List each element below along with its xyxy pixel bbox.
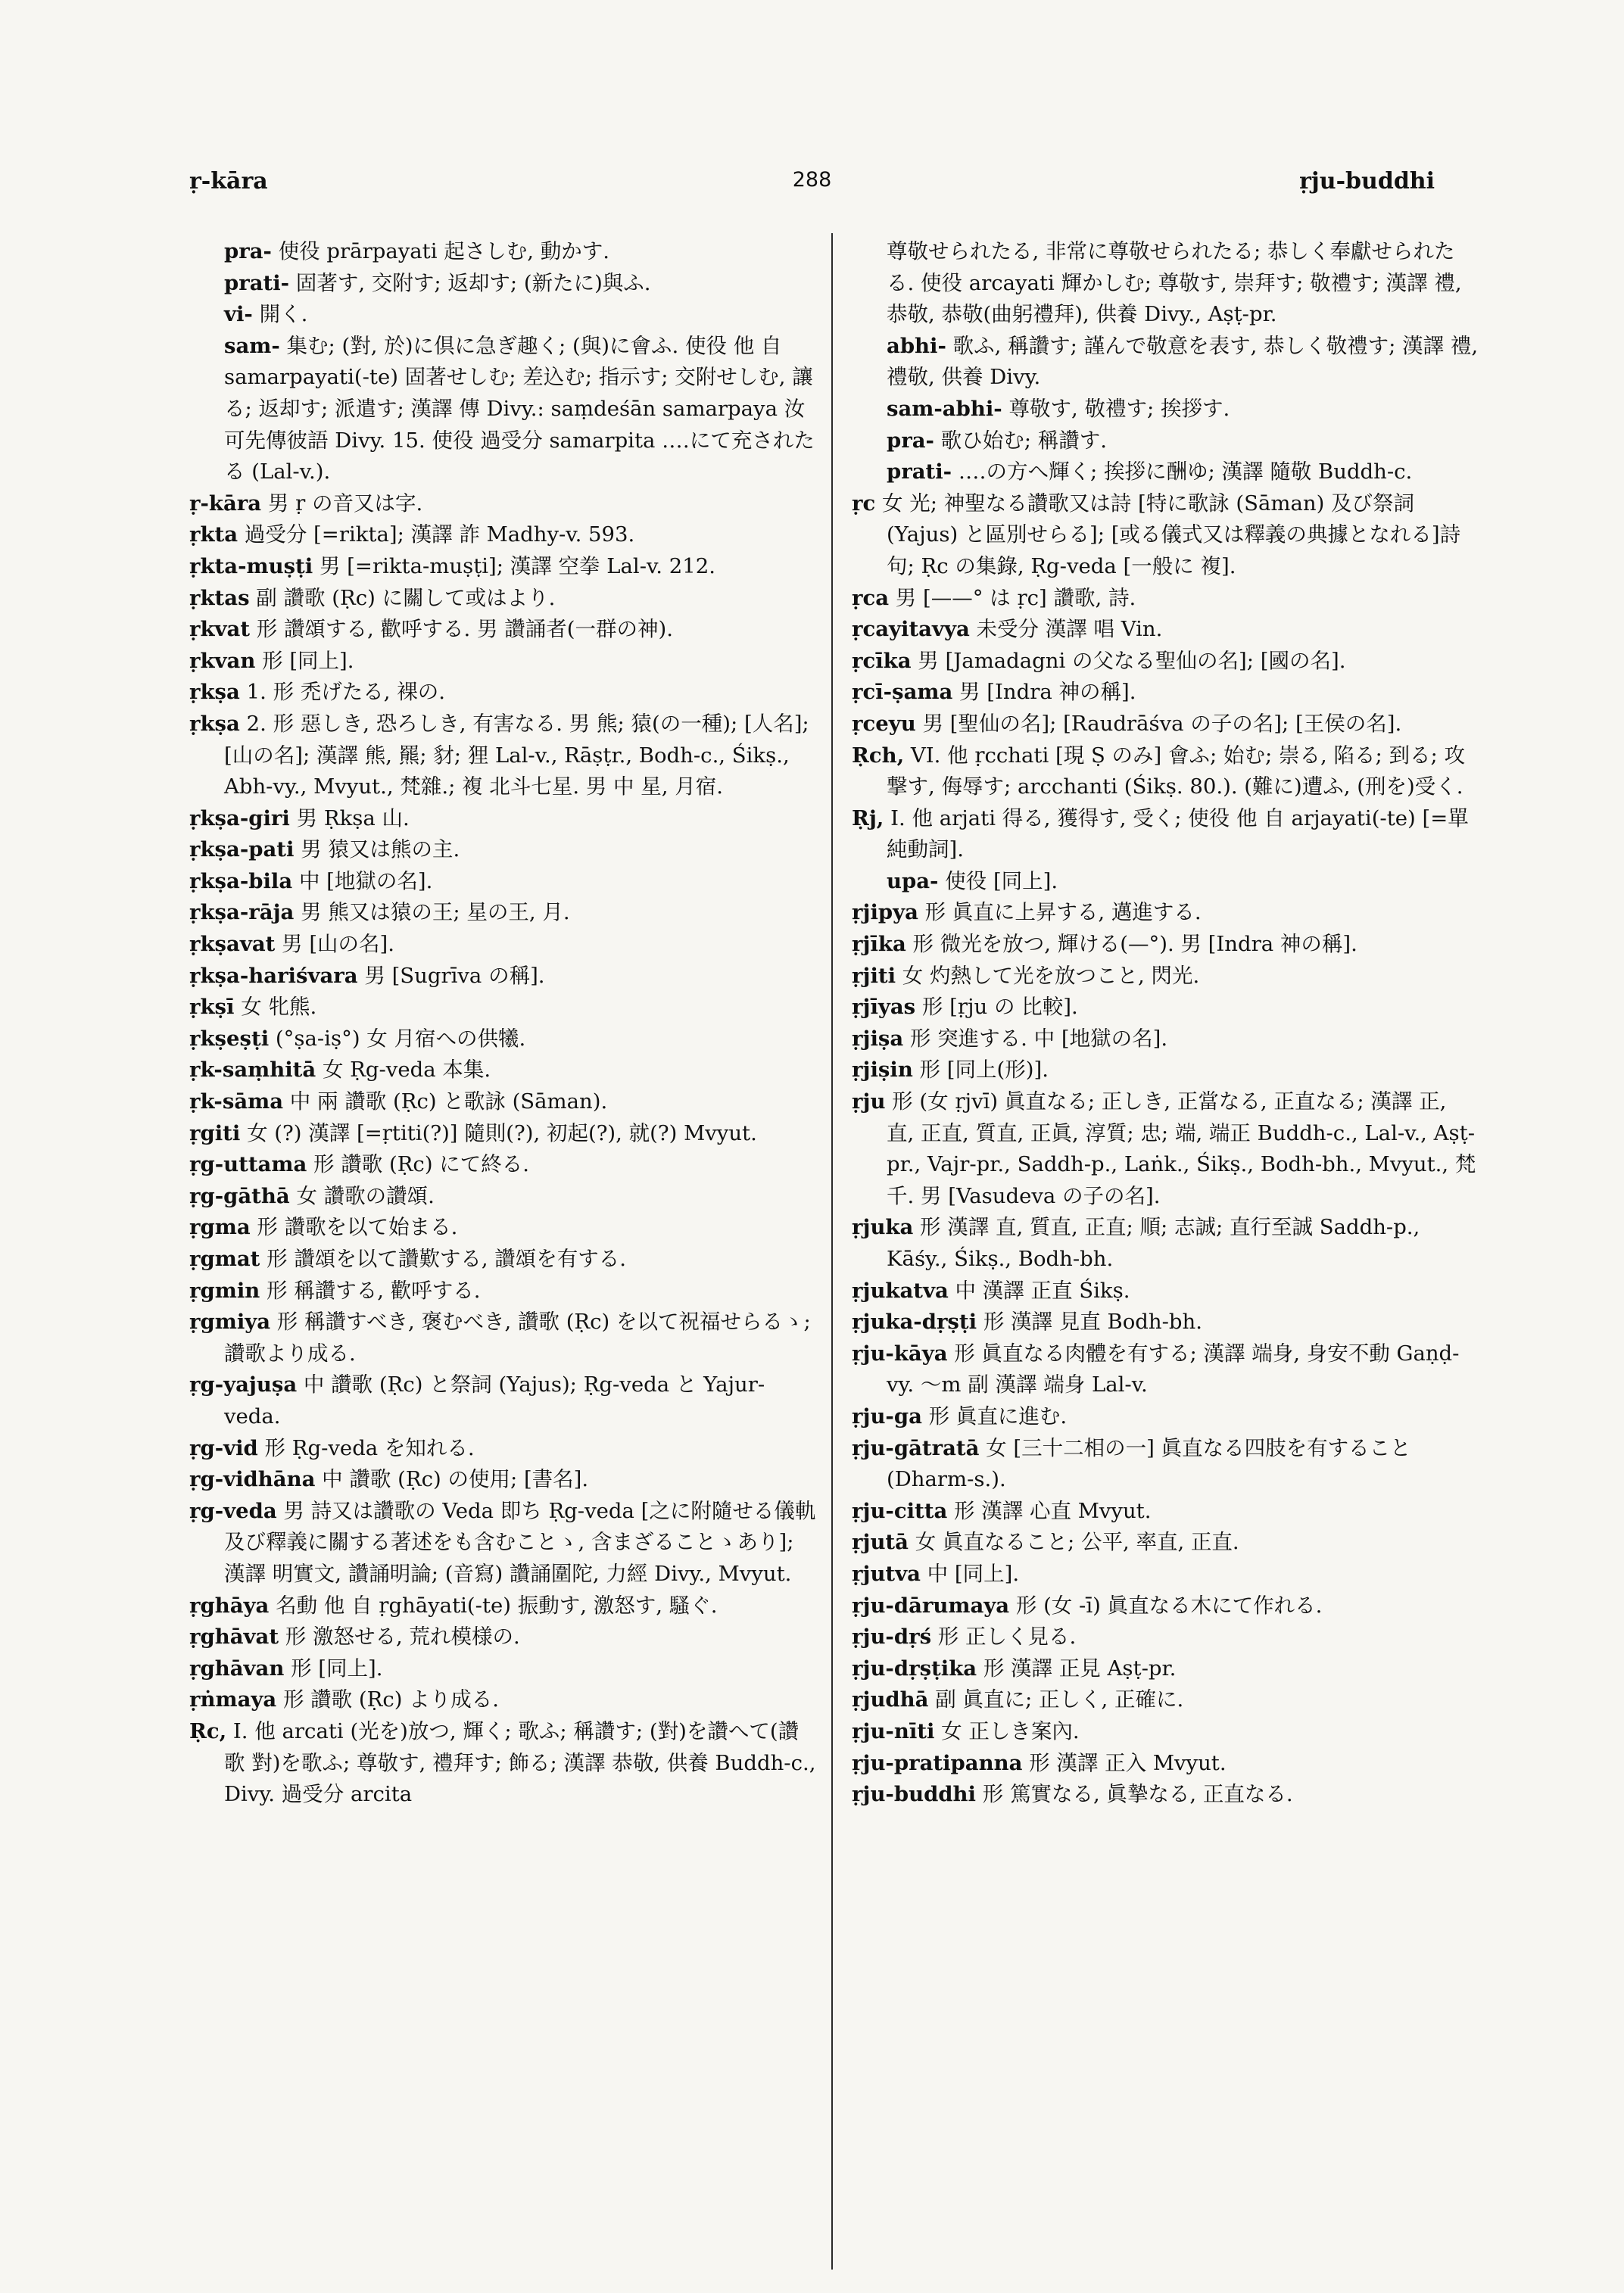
entry-headword: upa- [887,868,939,893]
entry-definition: 形 眞直に進む. [921,1404,1068,1428]
entry-headword: ṛghāvat [189,1625,279,1650]
entry-headword: ṛ-kāra [189,491,262,516]
entry-headword: ṛjukatva [852,1278,949,1303]
entry-definition: 形 稱讚する, 歡呼する. [260,1278,481,1303]
entry-definition: 形 讚歌 (Ṛc) にて終る. [307,1152,530,1177]
dictionary-entry [189,1307,818,1369]
entry-headword: ṛju-nīti [852,1718,935,1743]
dictionary-entry [189,551,818,583]
entry-headword: ṛju [852,1089,886,1114]
entry-definition: 尊敬せられたる, 非常に尊敬せられたる; 恭しく奉獻せられたる. 使役 arcayati 輝かしむ; 尊敬す, 崇拜す; 敬禮す; 漢譯 禮, 恭敬, 恭敬(曲躬禮拜), 供養 Divy., Aṣṭ-pr. [887,239,1462,327]
entry-definition: 男 [——° は ṛc] 讚歌, 詩. [889,585,1136,610]
dictionary-entry [189,834,818,866]
entry-headword: ṛju-dṛś [852,1625,932,1650]
dictionary-entry [189,614,818,646]
sub-entry [189,268,818,300]
entry-continuation [852,236,1480,331]
entry-headword: ṛktas [189,585,250,610]
entry-headword: ṛk-sāma [189,1089,284,1114]
entry-definition: 形 [同上(形)]. [912,1058,1049,1083]
entry-headword: sam- [224,333,280,358]
dictionary-entry [189,1716,818,1811]
sub-entry [189,331,818,488]
entry-definition: 固著す, 交附す; 返却す; (新たに)與ふ. [289,270,651,295]
entry-headword: vi- [224,302,253,327]
dictionary-entry [852,583,1480,615]
entry-headword: ṛgiti [189,1120,241,1145]
entry-definition: 集む; (對, 於)に倶に急ぎ趣く; (與)に會ふ. 使役 他 自 samarpayati(-te) 固著せしむ; 差込む; 指示す; 交附せしむ, 讓る; 返却す; 派遣す; 漢譯 傳 Divy.: saṃdeśān samarpaya 汝可先傳彼語 Divy. 15. 使役 過受分 samarpita ‥‥にて充されたる (Lal-v.). [224,333,815,484]
entry-headword: Ṛch, [852,743,905,768]
entry-headword: ṛkvan [189,648,256,673]
dictionary-entry [189,992,818,1023]
dictionary-entry [189,803,818,835]
entry-definition: 形 [ṛju の 比較]. [915,995,1078,1020]
entry-definition: 中 漢譯 正直 Śikṣ. [948,1278,1130,1303]
dictionary-entry [189,677,818,709]
entry-headword: ṛg-gāthā [189,1183,290,1208]
dictionary-entry [852,488,1480,583]
dictionary-entry [852,677,1480,709]
entry-definition: 副 讚歌 (Ṛc) に關して或はより. [249,585,556,610]
dictionary-entry [189,961,818,992]
entry-headword: ṛjuka-dṛṣṭi [852,1310,977,1335]
entry-headword: Ṛc, [189,1718,227,1743]
entry-headword: ṛjiti [852,963,896,988]
entry-headword: ṛkṣa-rāja [189,900,295,925]
header-first-entry: ṛ-kāra [189,168,268,195]
entry-headword: ṛkta-muṣṭi [189,553,313,578]
dictionary-entry [852,1748,1480,1780]
entry-definition: 女 正しき案內. [934,1718,1080,1743]
dictionary-entry [852,740,1480,803]
dictionary-entry [189,1653,818,1685]
dictionary-entry [189,929,818,961]
dictionary-entry [852,1433,1480,1496]
entry-definition: 2. 形 惡しき, 恐ろしき, 有害なる. 男 熊; 猿(の一種); [人名]; [山の名]; 漢譯 熊, 羆; 豺; 狸 Lal-v., Rāṣṭr., Bodh-c., Śikṣ., Abh-vy., Mvyut., 梵雜.; 複 北斗七星. 男 中 星, 月宿. [224,711,809,799]
dictionary-entry [852,709,1480,740]
entry-headword: ṛṅmaya [189,1687,277,1712]
entry-definition: 形 (女 -ī) 眞直なる木にて作れる. [1009,1593,1323,1618]
dictionary-entry [852,1779,1480,1811]
dictionary-entry [852,1496,1480,1528]
dictionary-entry [189,646,818,678]
header-last-entry: ṛju-buddhi [1299,168,1435,195]
entry-definition: 形 Ṛg-veda を知れる. [257,1435,475,1460]
left-column [189,236,818,1811]
entry-definition: VI. 他 ṛcchati [現 Ṣ のみ] 會ふ; 始む; 崇る, 陷る; 到る; 攻撃す, 侮辱す; arcchanti (Śikṣ. 80.). (難に)遭ふ, (刑を)受く. [887,743,1466,799]
entry-definition: 開く. [252,302,308,327]
dictionary-entry [189,1622,818,1653]
entry-definition: 女 讚歌の讚頌. [289,1183,435,1208]
entry-definition: 形 讚頌を以て讚歎する, 讚頌を有する. [260,1247,627,1271]
entry-headword: ṛca [852,585,890,610]
entry-definition: 形 眞直なる肉體を有する; 漢譯 端身, 身安不動 Gaṇḍ-vy. ～m 副 漢譯 端身 Lal-v. [887,1341,1460,1397]
sub-entry [852,425,1480,457]
dictionary-entry [189,1212,818,1244]
dictionary-entry [852,1716,1480,1748]
dictionary-entry [852,929,1480,961]
entry-definition: 中 [同上]. [920,1561,1020,1586]
entry-definition: 形 (女 ṛjvī) 眞直なる; 正しき, 正當なる, 正直なる; 漢譯 正, 直, 正直, 質直, 正眞, 淳質; 忠; 端, 端正 Buddh-c., Lal-v., Aṣṭ-pr., Vajr-pr., Saddh-p., Laṅk., Śikṣ., Bodh-bh., Mvyut., 梵千. 男 [Vasudeva の子の名]. [885,1089,1476,1208]
entry-headword: ṛghāvan [189,1656,285,1681]
dictionary-entry [852,1527,1480,1559]
entry-definition: 男 [Indra 神の稱]. [952,680,1136,705]
column-divider [831,233,833,2270]
sub-entry [852,456,1480,488]
entry-headword: ṛgmiya [189,1310,271,1335]
entry-headword: ṛju-dārumaya [852,1593,1010,1618]
entry-headword: ṛjipya [852,900,918,925]
dictionary-entry [852,1401,1480,1433]
entry-definition: 男 [=rikta-muṣṭi]; 漢譯 空拳 Lal-v. 212. [313,553,715,578]
entry-definition: 形 [同上]. [255,648,354,673]
entry-definition: 形 讚歌を以て始まる. [250,1215,458,1240]
entry-headword: ṛgmat [189,1247,260,1271]
entry-headword: ṛju-dṛṣṭika [852,1656,977,1681]
page-number: 288 [792,168,832,192]
entry-definition: 形 漢譯 正入 Mvyut. [1022,1750,1227,1775]
entry-headword: ṛju-kāya [852,1341,948,1366]
dictionary-entry [852,1684,1480,1716]
entry-headword: ṛgma [189,1215,251,1240]
entry-headword: ṛju-buddhi [852,1782,976,1807]
entry-headword: ṛjutva [852,1561,921,1586]
entry-definition: 女 Ṛg-veda 本集. [316,1058,491,1083]
entry-definition: 男 Ṛkṣa 山. [289,805,410,830]
entry-definition: 尊敬す, 敬禮す; 挨拶す. [1002,396,1230,421]
dictionary-entry [852,1276,1480,1307]
entry-definition: 形 漢譯 直, 質直, 正直; 順; 志誠; 直行至誠 Saddh-p., Kāśy., Śikṣ., Bodh-bh. [887,1215,1420,1271]
entry-definition: 女 (?) 漢譯 [=ṛtiti(?)] 隨則(?), 初起(?), 就(?) Mvyut. [240,1120,757,1145]
entry-headword: ṛju-citta [852,1498,948,1523]
entry-headword: ṛg-yajuṣa [189,1372,298,1397]
entry-definition: 男 熊又は猿の王; 星の王, 月. [294,900,570,925]
entry-headword: ṛju-gātratā [852,1435,980,1460]
entry-definition: 男 [聖仙の名]; [Raudrāśva の子の名]; [王侯の名]. [915,711,1402,736]
dictionary-entry [189,519,818,551]
entry-headword: ṛg-veda [189,1498,277,1523]
entry-definition: 歌ひ始む; 稱讚す. [934,428,1107,453]
entry-definition: 中 兩 讚歌 (Ṛc) と歌詠 (Sāman). [283,1089,608,1114]
entry-definition: 形 漢譯 心直 Mvyut. [947,1498,1152,1523]
entry-definition: 女 光; 神聖なる讚歌又は詩 [特に歌詠 (Sāman) 及び祭詞 (Yajus) と區別せらる]; [或る儀式又は釋義の典據となれる]詩句; Ṛc の集錄, Ṛg-veda [一般に 複]. [875,491,1461,578]
entry-definition: 男 [山の名]. [275,932,395,957]
entry-headword: ṛjudhā [852,1687,929,1712]
dictionary-entry [189,1023,818,1055]
dictionary-entry [852,1055,1480,1086]
entry-definition: 男 詩又は讚歌の Veda 即ち Ṛg-veda [之に附隨せる儀軌及び釋義に關する著述をも含むことゝ, 含まざることゝあり]; 漢譯 明實文, 讚誦明論; (音寫) 讚誦圍陀, 力經 Divy., Mvyut. [224,1498,816,1586]
entry-definition: 男 猿又は熊の主. [294,837,460,862]
dictionary-entry [852,1086,1480,1212]
entry-definition: 1. 形 禿げたる, 裸の. [239,680,446,705]
dictionary-entry [852,1023,1480,1055]
entry-headword: ṛg-vidhāna [189,1467,316,1492]
entry-headword: ṛkṣa-bila [189,868,293,893]
dictionary-entry [189,1244,818,1276]
entry-definition: 未受分 漢譯 唱 Vin. [969,617,1163,642]
dictionary-entry [189,1464,818,1496]
entry-headword: abhi- [887,333,946,358]
entry-headword: ṛjiṣa [852,1026,904,1051]
dictionary-entry [189,488,818,520]
entry-headword: ṛkṣa-giri [189,805,290,830]
entry-definition: 形 眞直に上昇する, 邁進する. [918,900,1202,925]
entry-headword: ṛju-ga [852,1404,922,1428]
dictionary-entry [189,583,818,615]
entry-definition: 歌ふ, 稱讚す; 謹んで敬意を表す, 恭しく敬禮す; 漢譯 禮, 禮敬, 供養 Divy. [887,333,1479,390]
dictionary-entry [189,866,818,898]
sub-entry [852,331,1480,394]
entry-headword: ṛkṣa-pati [189,837,295,862]
entry-headword: ṛghāya [189,1593,270,1618]
entry-definition: 使役 prārpayati 起さしむ, 動かす. [271,239,609,263]
entry-definition: 形 漢譯 正見 Aṣṭ-pr. [977,1656,1177,1681]
entry-headword: ṛju-pratipanna [852,1750,1023,1775]
entry-headword: ṛkṣavat [189,932,276,957]
right-column [852,236,1480,1811]
dictionary-entry [852,614,1480,646]
entry-definition: 名動 他 自 ṛghāyati(-te) 振動す, 激怒す, 騷ぐ. [269,1593,718,1618]
entry-definition: 女 牝熊. [234,995,317,1020]
dictionary-entry [189,1149,818,1181]
entry-headword: pra- [224,239,272,263]
entry-headword: ṛkṣa [189,680,240,705]
entry-definition: 過受分 [=rikta]; 漢譯 詐 Madhy-v. 593. [238,522,635,547]
entry-definition: 形 激怒せる, 荒れ模様の. [279,1625,520,1650]
entry-definition: 形 正しく見る. [931,1625,1077,1650]
entry-headword: ṛjīyas [852,995,916,1020]
entry-definition: 女 灼熱して光を放つこと, 閃光. [896,963,1200,988]
entry-headword: ṛcīka [852,648,912,673]
entry-definition: 形 讚頌する, 歡呼する. 男 讚誦者(一群の神). [250,617,673,642]
dictionary-entry [852,1559,1480,1590]
dictionary-entry [189,897,818,929]
sub-entry [852,866,1480,898]
entry-headword: ṛceyu [852,711,916,736]
entry-definition: ‥‥の方へ輝く; 挨拶に酬ゆ; 漢譯 隨敬 Buddh-c. [952,460,1413,484]
entry-definition: 使役 [同上]. [938,868,1058,893]
entry-definition: (°ṣa-iṣ°) 女 月宿への供犧. [269,1026,526,1051]
entry-definition: 形 突進する. 中 [地獄の名]. [903,1026,1168,1051]
dictionary-entry [852,1622,1480,1653]
entry-definition: 形 [同上]. [284,1656,383,1681]
entry-headword: sam-abhi- [887,396,1002,421]
entry-headword: ṛcī-ṣama [852,680,953,705]
dictionary-entry [852,646,1480,678]
entry-headword: ṛjutā [852,1530,909,1555]
entry-definition: 女 眞直なること; 公平, 率直, 正直. [908,1530,1239,1555]
entry-definition: 形 讚歌 (Ṛc) より成る. [276,1687,499,1712]
dictionary-entry [189,1433,818,1465]
entry-definition: 男 [Jamadagni の父なる聖仙の名]; [國の名]. [911,648,1346,673]
sub-entry [189,299,818,331]
dictionary-entry [189,1496,818,1590]
dictionary-entry [852,961,1480,992]
entry-headword: ṛjiṣin [852,1058,913,1083]
entry-definition: 中 讚歌 (Ṛc) の使用; [書名]. [315,1467,589,1492]
entry-headword: pra- [887,428,934,453]
entry-headword: Ṛj, [852,805,884,830]
dictionary-entry [852,1653,1480,1685]
entry-headword: ṛjuka [852,1215,914,1240]
dictionary-entry [852,1212,1480,1275]
entry-definition: 副 眞直に; 正しく, 正確に. [928,1687,1184,1712]
entry-headword: ṛcayitavya [852,617,970,642]
dictionary-entry [189,1684,818,1716]
dictionary-entry [189,1086,818,1118]
entry-headword: ṛgmin [189,1278,260,1303]
dictionary-entry [852,803,1480,866]
dictionary-entry [189,1055,818,1086]
dictionary-entry [852,992,1480,1023]
dictionary-entry [189,1590,818,1622]
entry-headword: ṛg-uttama [189,1152,307,1177]
entry-definition: 中 [地獄の名]. [292,868,433,893]
entry-headword: ṛjīka [852,932,906,957]
dictionary-entry [852,1307,1480,1338]
dictionary-entry [189,1276,818,1307]
entry-definition: 中 讚歌 (Ṛc) と祭詞 (Yajus); Ṛg-veda と Yajur-veda. [224,1372,765,1428]
entry-definition: 男 ṛ の音又は字. [261,491,423,516]
sub-entry [189,236,818,268]
dictionary-entry [189,709,818,803]
running-head [189,168,1435,201]
entry-definition: 形 稱讚すべき, 褒むべき, 讚歌 (Ṛc) を以て祝福せらるゝ; 讚歌より成る. [224,1310,811,1366]
entry-definition: I. 他 arjati 得る, 獲得す, 受く; 使役 他 自 arjayati(-te) [=單純動詞]. [884,805,1469,862]
entry-headword: prati- [224,270,290,295]
entry-headword: ṛkvat [189,617,251,642]
entry-definition: 女 [三十二相の一] 眞直なる四肢を有すること (Dharm-s.). [887,1435,1411,1492]
entry-definition: 形 漢譯 見直 Bodh-bh. [977,1310,1202,1335]
entry-headword: ṛkta [189,522,238,547]
dictionary-entry [189,1118,818,1150]
entry-headword: ṛk-saṃhitā [189,1058,316,1083]
dictionary-entry [189,1181,818,1213]
dictionary-entry [852,897,1480,929]
entry-headword: prati- [887,460,952,484]
entry-headword: ṛkṣa-hariśvara [189,963,358,988]
entry-definition: 形 篤實なる, 眞摯なる, 正直なる. [975,1782,1293,1807]
dictionary-entry [852,1338,1480,1401]
entry-headword: ṛkṣa [189,711,240,736]
entry-headword: ṛkṣī [189,995,235,1020]
dictionary-entry [189,1369,818,1432]
entry-headword: ṛc [852,491,876,516]
entry-definition: 男 [Sugrīva の稱]. [357,963,545,988]
entry-headword: ṛkṣeṣṭi [189,1026,270,1051]
entry-definition: 形 微光を放つ, 輝ける(—°). 男 [Indra 神の稱]. [906,932,1357,957]
entry-definition: I. 他 arcati (光を)放つ, 輝く; 歌ふ; 稱讚す; (對)を讚へて(讚歌 對)を歌ふ; 尊敬す, 禮拜す; 飾る; 漢譯 恭敬, 供養 Buddh-c., Divy. 過受分 arcita [224,1718,816,1807]
sub-entry [852,394,1480,425]
entry-headword: ṛg-vid [189,1435,258,1460]
dictionary-entry [852,1590,1480,1622]
